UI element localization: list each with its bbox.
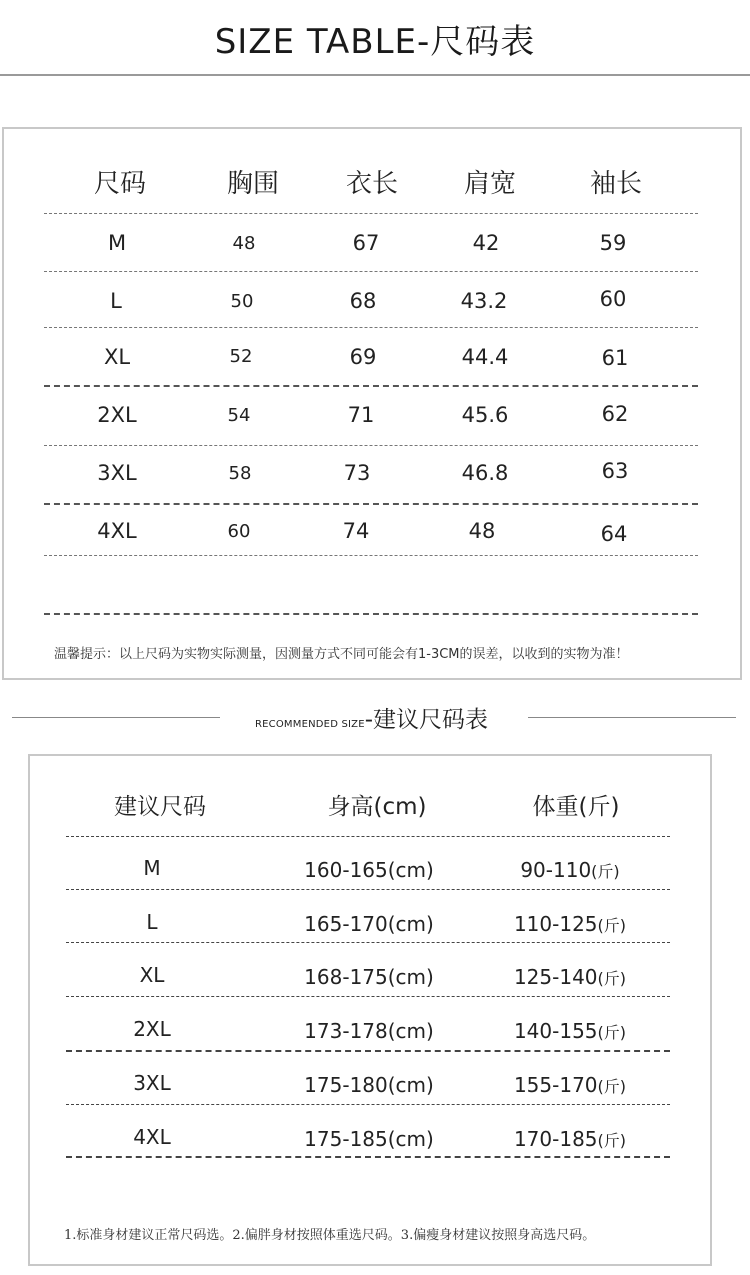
- size-cell: 3XL: [97, 461, 137, 485]
- shoulder-cell: 48: [468, 519, 496, 543]
- weight-value: 170-185: [513, 1127, 598, 1151]
- row-divider: [66, 836, 670, 837]
- chest-cell: 52: [229, 346, 253, 367]
- weight-cell: [514, 1073, 626, 1097]
- recommended-size-cell: L: [146, 910, 158, 934]
- weight-cell: [514, 1127, 626, 1151]
- chest-cell: 48: [232, 233, 256, 254]
- chest-cell: 54: [227, 405, 251, 426]
- row-divider: [66, 889, 670, 890]
- row-divider: [44, 503, 698, 505]
- shoulder-cell: 43.2: [460, 289, 508, 313]
- col-header-shoulder: 肩宽: [463, 169, 517, 199]
- recommended-title-en: RECOMMENDED SIZE: [255, 719, 365, 730]
- height-cell: 165-170(cm): [304, 912, 434, 936]
- col-header-height: 身高(cm): [327, 794, 427, 820]
- chest-cell: 50: [230, 291, 254, 312]
- weight-value: 155-170: [513, 1073, 598, 1097]
- row-divider: [66, 1104, 670, 1105]
- col-header-sleeve: 袖长: [589, 169, 643, 199]
- weight-unit: (斤): [591, 862, 620, 881]
- weight-cell: [514, 912, 626, 936]
- weight-value: 125-140: [513, 965, 598, 989]
- sleeve-cell: 59: [599, 231, 627, 255]
- weight-unit: (斤): [597, 916, 627, 935]
- measurement-note: 温馨提示：以上尺码为实物实际测量，因测量方式不同可能会有1-3CM的误差，以收到的实物为准！: [54, 647, 629, 662]
- page-title: SIZE TABLE-尺码表: [214, 22, 536, 62]
- row-divider: [66, 1050, 670, 1052]
- chest-cell: 58: [228, 463, 252, 484]
- shoulder-cell: 42: [472, 231, 500, 255]
- sleeve-cell: 64: [600, 522, 628, 546]
- col-header-weight: 体重(斤): [532, 794, 620, 820]
- row-divider: [44, 385, 698, 387]
- length-cell: 68: [349, 289, 377, 313]
- size-cell: L: [110, 289, 122, 313]
- weight-unit: (斤): [597, 1023, 627, 1042]
- sleeve-cell: 63: [601, 459, 629, 483]
- row-divider: [44, 327, 698, 328]
- section-divider-left: [12, 717, 220, 718]
- height-cell: 173-178(cm): [304, 1019, 434, 1043]
- weight-unit: (斤): [597, 969, 627, 988]
- weight-value: 140-155: [513, 1019, 598, 1043]
- recommended-size-cell: XL: [139, 963, 165, 987]
- length-cell: 67: [352, 231, 380, 255]
- recommended-title-zh: -建议尺码表: [364, 707, 489, 733]
- length-cell: 73: [343, 461, 371, 485]
- row-divider: [44, 555, 698, 556]
- weight-value: 90-110: [520, 858, 592, 882]
- length-cell: 74: [342, 519, 370, 543]
- recommended-size-cell: M: [143, 856, 161, 880]
- col-header-length: 衣长: [345, 169, 399, 199]
- sleeve-cell: 61: [601, 346, 629, 370]
- shoulder-cell: 46.8: [461, 461, 509, 485]
- length-cell: 71: [347, 403, 375, 427]
- sleeve-cell: 62: [601, 402, 629, 426]
- recommended-size-cell: 3XL: [133, 1071, 171, 1095]
- height-cell: 175-185(cm): [304, 1127, 434, 1151]
- section-divider-right: [528, 717, 736, 718]
- table-bottom-divider: [66, 1156, 670, 1158]
- row-divider: [66, 942, 670, 943]
- recommended-size-panel: [28, 754, 712, 1266]
- sleeve-cell: 60: [599, 287, 627, 311]
- row-divider: [66, 996, 670, 997]
- length-cell: 69: [349, 345, 377, 369]
- weight-cell: [520, 858, 619, 882]
- height-cell: 160-165(cm): [304, 858, 434, 882]
- shoulder-cell: 44.4: [461, 345, 509, 369]
- size-table-panel: [2, 127, 742, 680]
- size-cell: XL: [103, 345, 131, 369]
- weight-cell: [514, 1019, 626, 1043]
- header-divider: [0, 74, 750, 76]
- row-divider: [44, 271, 698, 272]
- recommended-size-cell: 2XL: [133, 1017, 171, 1041]
- weight-unit: (斤): [597, 1131, 627, 1150]
- weight-unit: (斤): [597, 1077, 627, 1096]
- recommended-section-title: [255, 701, 488, 734]
- col-header-recommended-size: 建议尺码: [114, 794, 206, 820]
- height-cell: 168-175(cm): [304, 965, 434, 989]
- weight-value: 110-125: [513, 912, 598, 936]
- size-cell: 2XL: [97, 403, 137, 427]
- shoulder-cell: 45.6: [461, 403, 509, 427]
- size-cell: 4XL: [97, 519, 137, 543]
- recommendation-note: 1.标准身材建议正常尺码选。2.偏胖身材按照体重选尺码。3.偏瘦身材建议按照身高选尺码。: [64, 1228, 596, 1243]
- row-divider: [44, 213, 698, 214]
- chest-cell: 60: [227, 521, 251, 542]
- height-cell: 175-180(cm): [304, 1073, 434, 1097]
- row-divider: [44, 445, 698, 446]
- col-header-chest: 胸围: [226, 169, 280, 199]
- table-bottom-divider: [44, 613, 698, 615]
- recommended-size-cell: 4XL: [133, 1125, 171, 1149]
- weight-cell: [514, 965, 626, 989]
- col-header-size: 尺码: [93, 169, 147, 199]
- size-cell: M: [107, 231, 127, 255]
